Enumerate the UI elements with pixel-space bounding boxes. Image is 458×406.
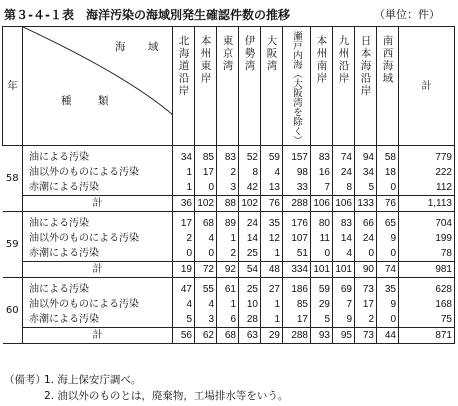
total-row <box>3 262 455 278</box>
table-row <box>3 312 455 328</box>
value-cell: 83 <box>333 216 355 231</box>
value-cell: 25 <box>239 282 261 297</box>
value-cell: 0 <box>173 246 195 262</box>
total-value-cell: 74 <box>377 262 399 278</box>
value-cell: 2 <box>173 231 195 246</box>
value-cell: 9 <box>377 297 399 312</box>
total-value-cell: 93 <box>311 328 333 344</box>
value-cell: 9 <box>333 312 355 328</box>
total-value-cell: 981 <box>399 262 455 278</box>
value-cell: 3 <box>195 312 217 328</box>
value-cell: 17 <box>173 216 195 231</box>
col-header-7: 九州沿岸 <box>333 27 355 146</box>
table-title: 第３-４-１表 海洋汚染の海域別発生確認件数の推移 <box>4 8 290 22</box>
total-value-cell: 76 <box>261 196 283 212</box>
total-value-cell: 19 <box>173 262 195 278</box>
value-cell: 24 <box>239 216 261 231</box>
col-header-6: 本州南岸 <box>311 27 333 146</box>
value-cell: 176 <box>283 216 311 231</box>
total-value-cell: 76 <box>377 196 399 212</box>
value-cell: 4 <box>195 297 217 312</box>
year-cell: 58 <box>3 146 23 212</box>
value-cell: 168 <box>399 297 455 312</box>
total-value-cell: 73 <box>355 328 377 344</box>
value-cell: 17 <box>355 297 377 312</box>
pollution-table <box>2 26 454 368</box>
total-row <box>3 328 455 344</box>
value-cell: 94 <box>355 150 377 165</box>
value-cell: 222 <box>399 165 455 180</box>
value-cell: 0 <box>377 246 399 262</box>
total-value-cell: 101 <box>311 262 333 278</box>
total-value-cell: 36 <box>173 196 195 212</box>
value-cell: 7 <box>333 297 355 312</box>
table-row <box>3 165 455 180</box>
total-value-cell: 288 <box>283 196 311 212</box>
value-cell: 1 <box>261 246 283 262</box>
value-cell: 704 <box>399 216 455 231</box>
value-cell: 24 <box>355 231 377 246</box>
value-cell: 0 <box>195 180 217 196</box>
value-cell: 8 <box>239 165 261 180</box>
value-cell: 47 <box>173 282 195 297</box>
value-cell: 0 <box>377 312 399 328</box>
note-1: 1. 海上保安庁調べ。 <box>44 374 142 386</box>
total-value-cell: 44 <box>377 328 399 344</box>
value-cell: 1 <box>217 297 239 312</box>
value-cell: 157 <box>283 150 311 165</box>
table-row <box>3 216 455 231</box>
total-label: 計 <box>23 196 173 212</box>
col-header-9: 南西海域 <box>377 27 399 146</box>
total-value-cell: 102 <box>195 196 217 212</box>
value-cell: 1 <box>261 297 283 312</box>
diagonal-header-cell <box>23 27 173 146</box>
table-row <box>3 150 455 165</box>
value-cell: 107 <box>283 231 311 246</box>
value-cell: 9 <box>377 231 399 246</box>
value-cell: 14 <box>239 231 261 246</box>
value-cell: 58 <box>377 150 399 165</box>
value-cell: 68 <box>195 216 217 231</box>
value-cell: 83 <box>311 150 333 165</box>
value-cell: 0 <box>195 246 217 262</box>
total-value-cell: 88 <box>217 196 239 212</box>
total-value-cell: 48 <box>261 262 283 278</box>
value-cell: 51 <box>283 246 311 262</box>
total-value-cell: 68 <box>217 328 239 344</box>
row-label: 赤潮による汚染 <box>23 246 173 262</box>
value-cell: 5 <box>311 312 333 328</box>
value-cell: 1 <box>217 231 239 246</box>
table-row <box>3 180 455 196</box>
value-cell: 6 <box>217 312 239 328</box>
value-cell: 18 <box>377 165 399 180</box>
total-value-cell: 54 <box>239 262 261 278</box>
value-cell: 25 <box>239 246 261 262</box>
value-cell: 34 <box>355 165 377 180</box>
value-cell: 59 <box>311 282 333 297</box>
row-label: 油による汚染 <box>23 150 173 165</box>
header-row <box>3 27 455 146</box>
value-cell: 11 <box>311 231 333 246</box>
value-cell: 75 <box>399 312 455 328</box>
col-header-0: 北海道沿岸 <box>173 27 195 146</box>
total-value-cell: 72 <box>195 262 217 278</box>
total-value-cell: 102 <box>239 196 261 212</box>
notes <box>4 372 288 404</box>
value-cell: 0 <box>377 180 399 196</box>
note-2: 2. 油以外のものとは，廃棄物，工場排水等をいう。 <box>44 390 289 402</box>
value-cell: 33 <box>283 180 311 196</box>
total-value-cell: 92 <box>217 262 239 278</box>
row-label: 赤潮による汚染 <box>23 180 173 196</box>
value-cell: 69 <box>333 282 355 297</box>
value-cell: 14 <box>333 231 355 246</box>
value-cell: 78 <box>399 246 455 262</box>
total-label: 計 <box>23 328 173 344</box>
value-cell: 10 <box>239 297 261 312</box>
total-value-cell: 871 <box>399 328 455 344</box>
row-label: 油以外のものによる汚染 <box>23 297 173 312</box>
value-cell: 0 <box>311 246 333 262</box>
value-cell: 35 <box>261 216 283 231</box>
value-cell: 628 <box>399 282 455 297</box>
value-cell: 2 <box>355 312 377 328</box>
value-cell: 65 <box>377 216 399 231</box>
value-cell: 1 <box>173 180 195 196</box>
value-cell: 74 <box>333 150 355 165</box>
value-cell: 5 <box>355 180 377 196</box>
value-cell: 186 <box>283 282 311 297</box>
row-label: 赤潮による汚染 <box>23 312 173 328</box>
value-cell: 779 <box>399 150 455 165</box>
col-header-3: 伊勢湾 <box>239 27 261 146</box>
value-cell: 80 <box>311 216 333 231</box>
table-row <box>3 297 455 312</box>
unit-label: （単位：件） <box>374 8 440 21</box>
value-cell: 2 <box>217 165 239 180</box>
total-value-cell: 1,113 <box>399 196 455 212</box>
year-cell: 60 <box>3 278 23 344</box>
total-value-cell: 334 <box>283 262 311 278</box>
value-cell: 3 <box>217 180 239 196</box>
total-value-cell: 95 <box>333 328 355 344</box>
area-label: 海 域 <box>115 41 165 53</box>
value-cell: 1 <box>261 312 283 328</box>
value-cell: 17 <box>195 165 217 180</box>
year-cell: 59 <box>3 212 23 278</box>
value-cell: 98 <box>283 165 311 180</box>
value-cell: 7 <box>311 180 333 196</box>
value-cell: 5 <box>173 312 195 328</box>
col-header-5: 瀬戸内海（大阪湾を除く） <box>283 27 311 146</box>
value-cell: 61 <box>217 282 239 297</box>
total-value-cell: 29 <box>261 328 283 344</box>
row-label: 油以外のものによる汚染 <box>23 165 173 180</box>
type-label: 種 類 <box>61 95 117 107</box>
value-cell: 66 <box>355 216 377 231</box>
value-cell: 42 <box>239 180 261 196</box>
col-header-2: 東京湾 <box>217 27 239 146</box>
total-value-cell: 133 <box>355 196 377 212</box>
value-cell: 29 <box>311 297 333 312</box>
value-cell: 13 <box>261 180 283 196</box>
total-label: 計 <box>23 262 173 278</box>
total-value-cell: 288 <box>283 328 311 344</box>
value-cell: 34 <box>173 150 195 165</box>
value-cell: 52 <box>239 150 261 165</box>
row-label: 油以外のものによる汚染 <box>23 231 173 246</box>
value-cell: 55 <box>195 282 217 297</box>
year-header: 年 <box>3 27 23 146</box>
value-cell: 4 <box>195 231 217 246</box>
table-row <box>3 246 455 262</box>
value-cell: 27 <box>261 282 283 297</box>
value-cell: 85 <box>195 150 217 165</box>
value-cell: 16 <box>311 165 333 180</box>
value-cell: 89 <box>217 216 239 231</box>
value-cell: 8 <box>333 180 355 196</box>
total-value-cell: 56 <box>173 328 195 344</box>
total-row <box>3 196 455 212</box>
value-cell: 28 <box>239 312 261 328</box>
value-cell: 4 <box>173 297 195 312</box>
value-cell: 4 <box>333 246 355 262</box>
total-value-cell: 101 <box>333 262 355 278</box>
value-cell: 0 <box>355 246 377 262</box>
total-value-cell: 63 <box>239 328 261 344</box>
value-cell: 17 <box>283 312 311 328</box>
value-cell: 73 <box>355 282 377 297</box>
value-cell: 12 <box>261 231 283 246</box>
total-value-cell: 62 <box>195 328 217 344</box>
total-value-cell: 90 <box>355 262 377 278</box>
value-cell: 112 <box>399 180 455 196</box>
col-header-10: 計 <box>399 27 455 146</box>
table-row <box>3 231 455 246</box>
table-row <box>3 282 455 297</box>
value-cell: 1 <box>173 165 195 180</box>
total-value-cell: 106 <box>333 196 355 212</box>
total-value-cell: 106 <box>311 196 333 212</box>
value-cell: 199 <box>399 231 455 246</box>
col-header-1: 本州東岸 <box>195 27 217 146</box>
value-cell: 59 <box>261 150 283 165</box>
value-cell: 85 <box>283 297 311 312</box>
value-cell: 35 <box>377 282 399 297</box>
value-cell: 24 <box>333 165 355 180</box>
col-header-4: 大阪湾 <box>261 27 283 146</box>
notes-lead: （備考） <box>4 374 46 386</box>
value-cell: 2 <box>217 246 239 262</box>
value-cell: 4 <box>261 165 283 180</box>
row-label: 油による汚染 <box>23 282 173 297</box>
value-cell: 83 <box>217 150 239 165</box>
row-label: 油による汚染 <box>23 216 173 231</box>
col-header-8: 日本海沿岸 <box>355 27 377 146</box>
